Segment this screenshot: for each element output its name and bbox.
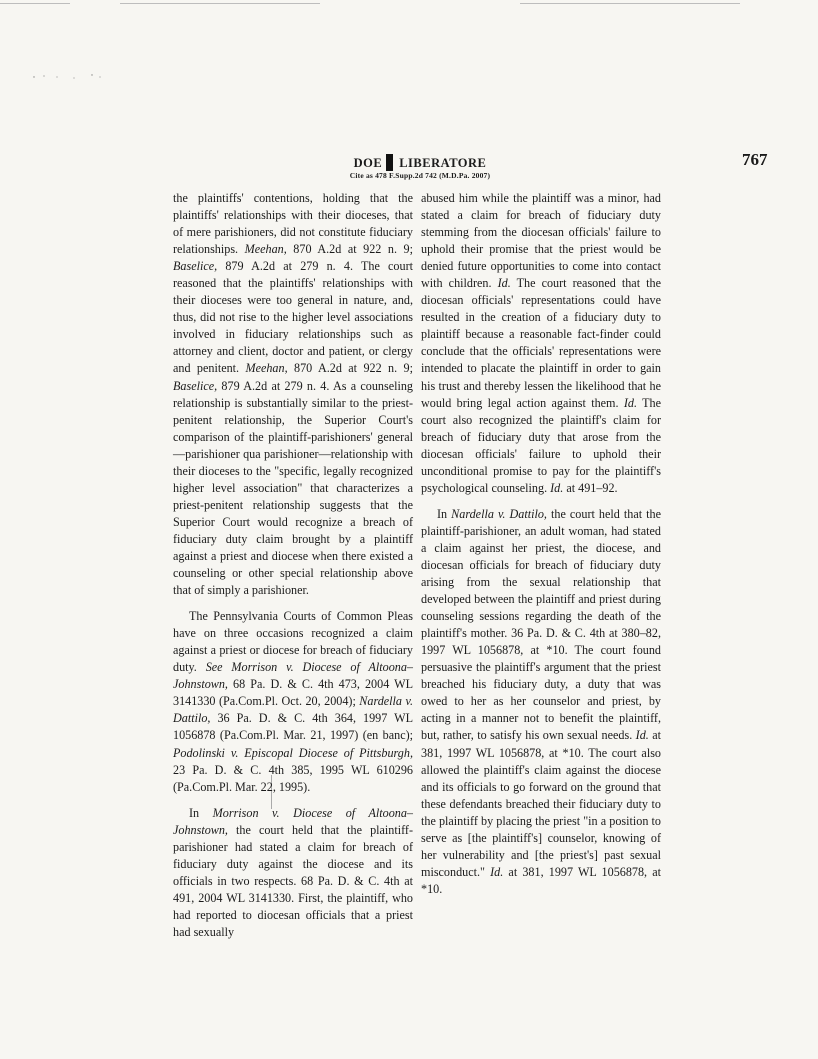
text-run: the plaintiffs' contentions, holding that the plaintiffs' relationships with their dioceses, that of mere parishioners, did not constitute fiduciary relationships.: [173, 191, 413, 257]
text-run: 879 A.2d at 279 n. 4. The court reasoned that the plaintiffs' relationships with their dioceses were too general in nature, and, thus, did not rise to the higher level associations involved in fiduciary relationships such as attorney and client, doctor and patient, or clergy and penitent.: [173, 259, 413, 376]
case-name: Id.: [550, 480, 564, 495]
text-run: 870 A.2d at 922 n. 9;: [286, 242, 413, 257]
case-name: Baselice,: [173, 378, 218, 393]
case-name: Baselice,: [173, 259, 218, 274]
case-name: Id.: [635, 728, 649, 743]
case-name: Meehan,: [244, 242, 287, 257]
paragraph: [173, 190, 413, 599]
text-run: 36 Pa. D. & C. 4th 364, 1997 WL 1056878 (Pa.Com.Pl. Mar. 21, 1997) (en banc);: [173, 711, 413, 743]
text-run: at 381, 1997 WL 1056878, at *10.: [421, 864, 661, 896]
text-run: abused him while the plaintiff was a minor, had stated a claim for breach of fiduciary duty stemming from the diocesan officials' failure to uphold their promise that the priest would be denied future opportunities to come into contact with children.: [421, 191, 661, 291]
text-run: the court held that the plaintiff-parishioner had stated a claim for breach of fiduciary duty against the diocese and its officials in two respects. 68 Pa. D. & C. 4th at 491, 2004 WL 3141330. First, the plaintiff, who had reported to diocesan officials that a priest had sexually: [173, 822, 413, 939]
running-head: [300, 154, 540, 171]
text-run: In: [437, 506, 452, 521]
scan-edge-line: [520, 3, 740, 4]
text-run: 23 Pa. D. & C. 4th 385, 1995 WL 610296 (Pa.Com.Pl. Mar. 22, 1995).: [173, 762, 413, 794]
text-run: The court reasoned that the diocesan officials' representations could have resulted in the creation of a fiduciary duty to plaintiff because a reasonable fact-finder could conclude that the officials' representations were intended to placate the plaintiff in order to gain his trust and thereby lessen the likelihood that he would bring legal action against them.: [421, 276, 661, 410]
page-number: 767: [742, 150, 768, 169]
scan-edge-line: [0, 3, 70, 4]
right-column: [421, 190, 661, 898]
text-run: at 491–92.: [563, 480, 618, 495]
paragraph: [173, 805, 413, 941]
case-name: Meehan,: [245, 361, 288, 376]
left-column: [173, 190, 413, 941]
scan-edge-line: [120, 3, 320, 4]
case-name: Id.: [490, 864, 504, 879]
case-name: Nardella v. Dattilo,: [451, 506, 547, 521]
scan-specks: [30, 72, 110, 80]
citation-line: Cite as 478 F.Supp.2d 742 (M.D.Pa. 2007): [349, 171, 491, 180]
text-run: at 381, 1997 WL 1056878, at *10. The court also allowed the plaintiff's claim against the diocese and its officials to go forward on the ground that these defendants breached their fiduciary duty to the plaintiff by placing the priest "in a position to serve as [the plaintiff's] counselor, knowing of her vulnerability and [the priest's] past sexual misconduct.": [421, 728, 661, 879]
running-head-left: DOE: [353, 156, 383, 170]
case-name: Id.: [497, 276, 511, 291]
text-run: In: [189, 805, 213, 820]
text-run: the court held that the plaintiff-parishioner, an adult woman, had stated a claim against her priest, the diocese, and diocesan officials for breach of fiduciary duty arising from the sexual relationship that developed between the plaintiff and priest during counseling sessions regarding the death of the plaintiff's mother. 36 Pa. D. & C. 4th at 380–82, 1997 WL 1056878, at *10. The court found persuasive the plaintiff's argument that the priest breached his fiduciary duty, a duty that was owed to her as her counselor and priest, by acting in a manner not to benefit the plaintiff, but, rather, to satisfy his own sexual needs.: [421, 506, 661, 743]
paragraph: [421, 190, 661, 497]
text-run: 879 A.2d at 279 n. 4. As a counseling relationship is substantially similar to the priest-penitent relationship, the Superior Court's comparison of the plaintiff-parishioners' general—parishioner qua parishioner—relationship with their dioceses to the "specific, legally recognized higher level association" that characterizes a priest-penitent relationship suggests that the Superior Court would recognize a breach of fiduciary duty claim brought by a plaintiff against a priest and diocese when there existed a counseling or other special relationship above that of simply a parishioner.: [173, 378, 413, 598]
case-name: Morrison v. Diocese of Altoona–Johnstown,: [173, 805, 414, 837]
case-name: See Morrison v. Diocese of Altoona–Johnstown,: [173, 660, 413, 692]
text-run: The court also recognized the plaintiff's claim for breach of fiduciary duty that arose from the diocesan officials' failure to uphold their unconditional promise to pay for the plaintiff's psychological counseling.: [421, 395, 661, 495]
case-name: Id.: [623, 395, 638, 410]
text-run: The Pennsylvania Courts of Common Pleas have on three occasions recognized a claim against a priest or diocese for breach of fiduciary duty.: [173, 609, 413, 675]
running-head-right: LIBERATORE: [399, 156, 487, 170]
paragraph: [173, 608, 413, 796]
text-run: 68 Pa. D. & C. 4th 473, 2004 WL 3141330 (Pa.Com.Pl. Oct. 20, 2004);: [173, 677, 413, 709]
redaction-bar: [386, 154, 393, 171]
paragraph: [421, 506, 661, 898]
text-run: 870 A.2d at 922 n. 9;: [287, 361, 413, 376]
case-name: Nardella v. Dattilo,: [173, 694, 413, 726]
case-name: Podolinski v. Episcopal Diocese of Pittsburgh,: [173, 745, 413, 760]
